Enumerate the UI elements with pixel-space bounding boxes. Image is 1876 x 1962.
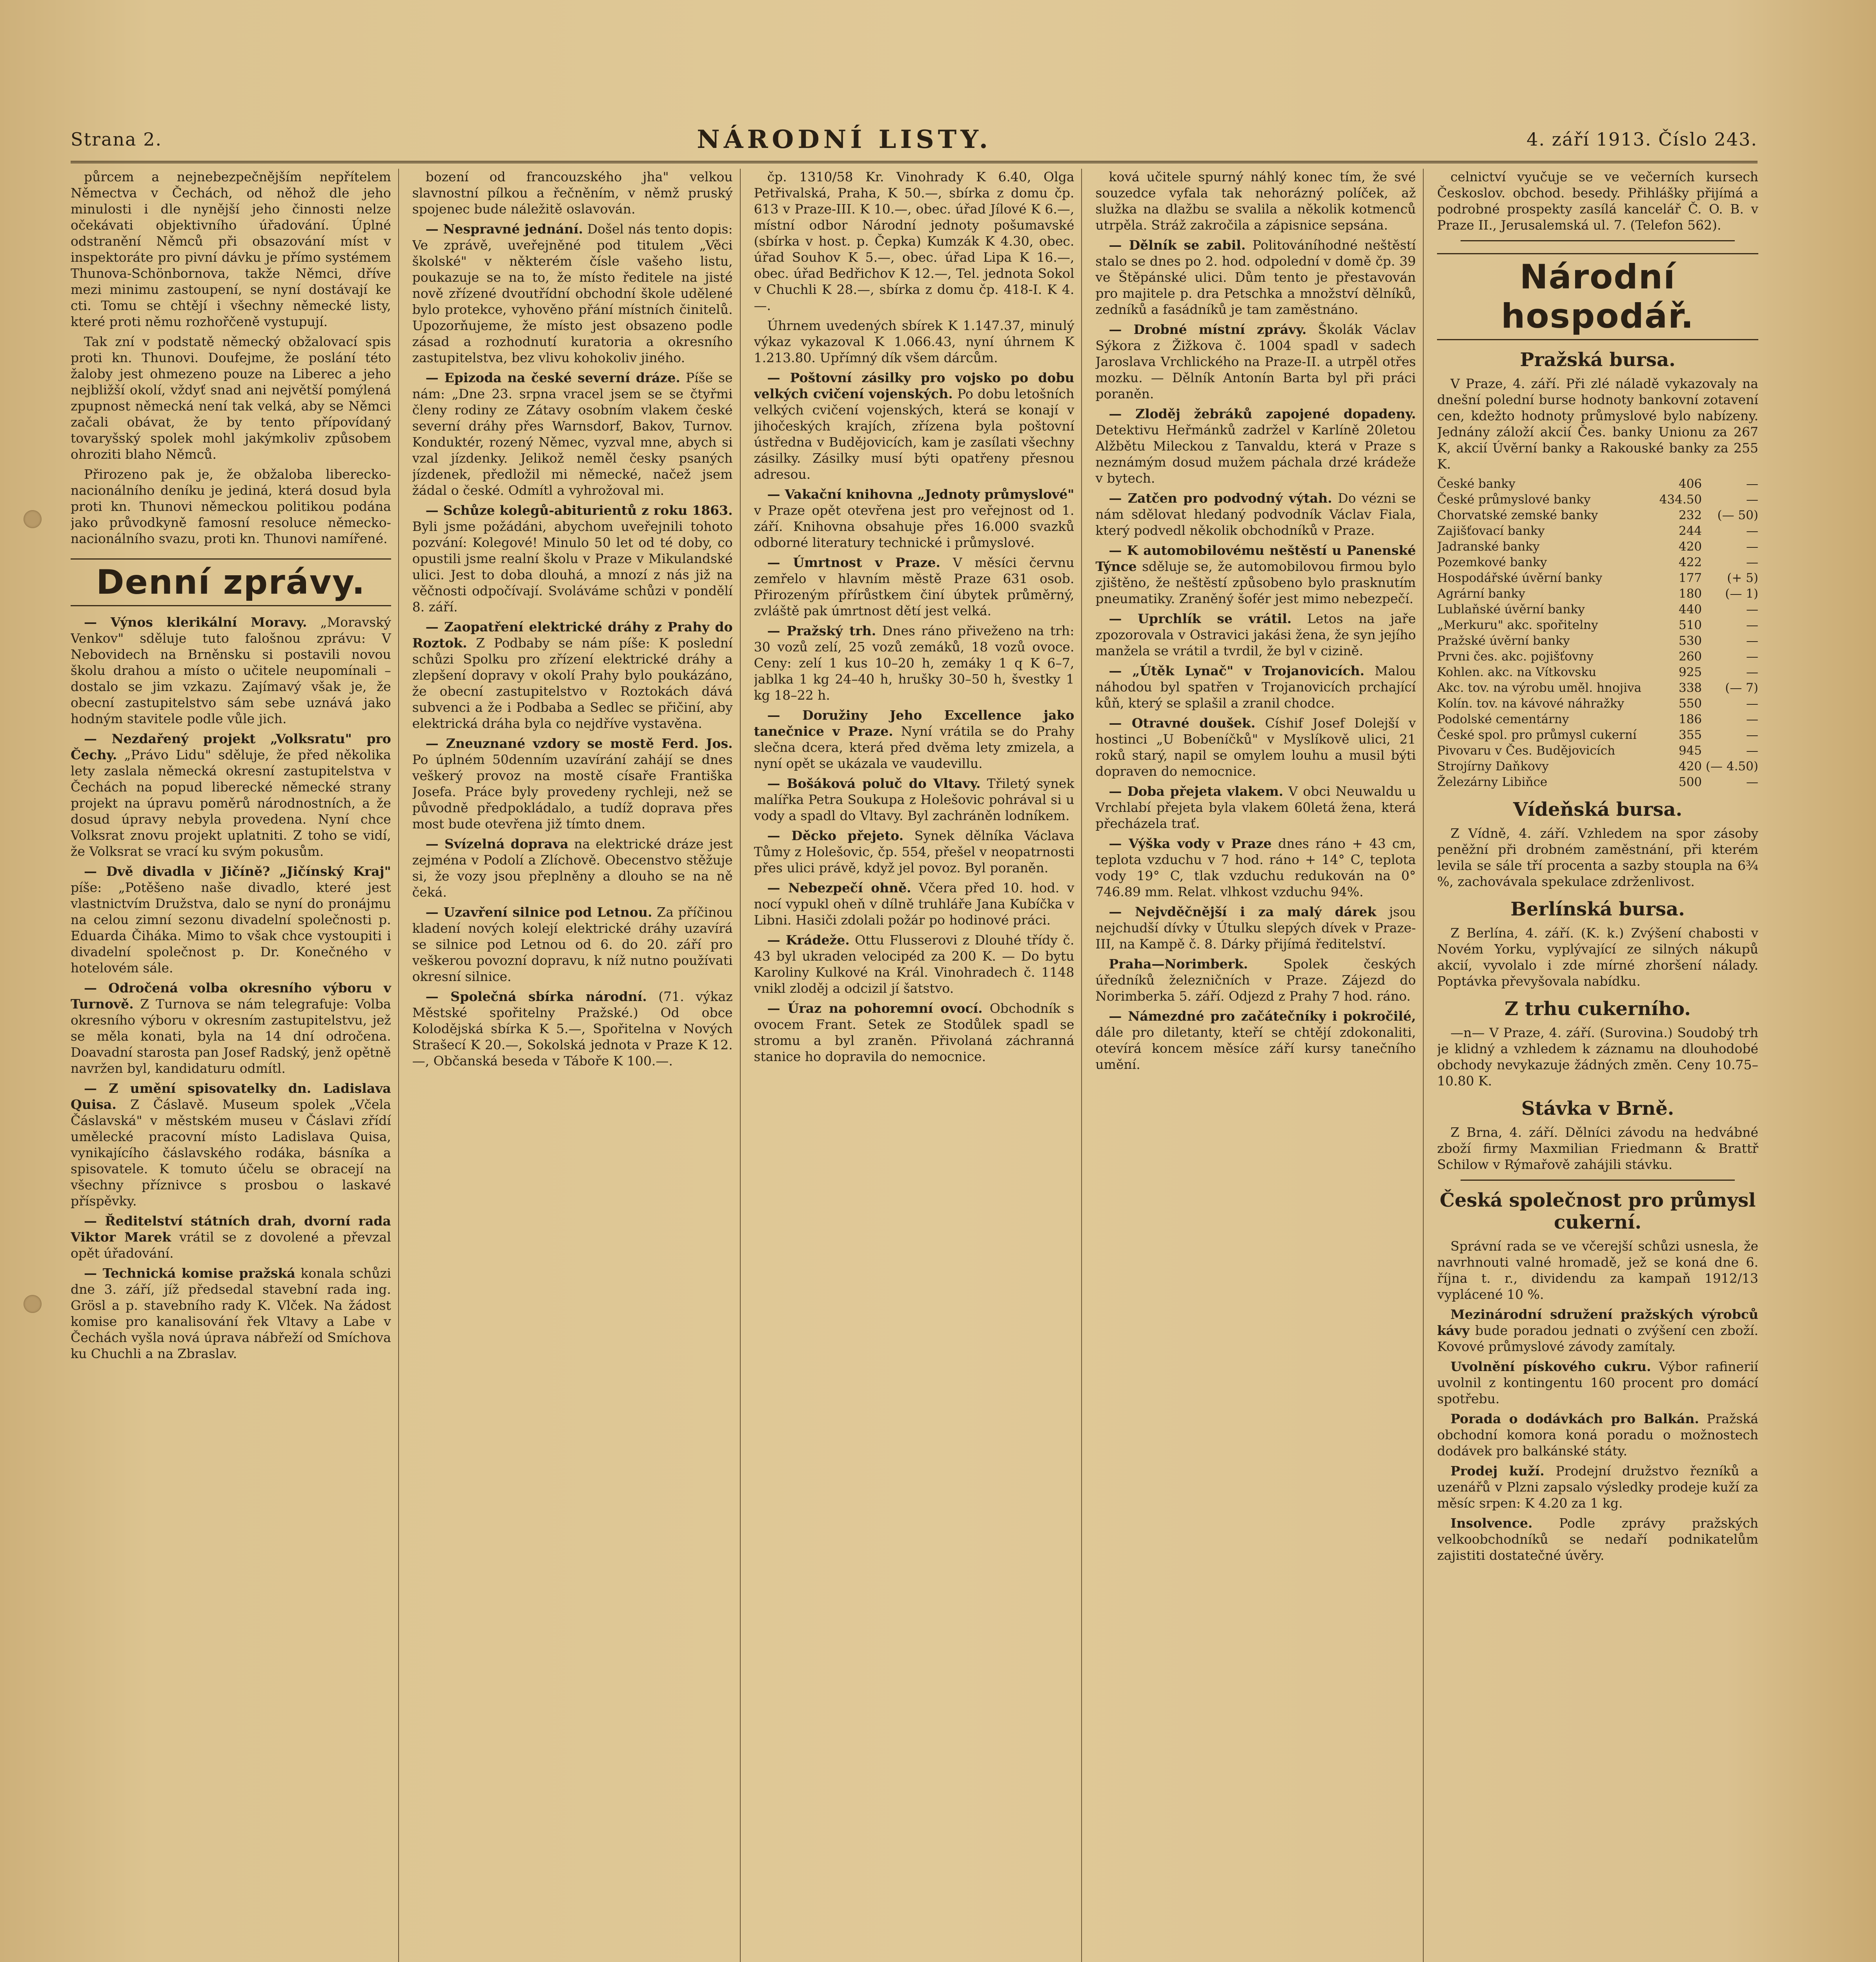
news-item: — Zaopatření elektrické dráhy z Prahy do Roztok. Z Podbaby se nám píše: K poslední schůzi Spolku pro zřízení elektrické dráhy a zlepšení dopravy v okolí Prahy bylo poukázáno, že obecní zastupitelstvo v Roztokách dává subvenci a že i Podbaba a Sedlec se přičiní, aby elektrická dráha byla co nejdříve vystavěna.: [412, 619, 733, 731]
news-headline: — Svízelná doprava: [425, 836, 568, 852]
rate-name: Kolín. tov. na kávové náhražky: [1437, 697, 1625, 711]
rate-value: 177: [1678, 571, 1702, 585]
rate-value: 420: [1678, 759, 1702, 773]
rate-name: Železárny Libiňce: [1437, 775, 1548, 789]
rate-row: [1437, 759, 1758, 774]
rate-change: —: [1746, 524, 1758, 538]
subheading-brno-strike: Stávka v Brně.: [1521, 1098, 1674, 1120]
news-item: — „Útěk Lynač" v Trojanovicích. Malou náhodou byl spatřen v Trojanovicích prchající kůň, který se splašil a zranil chodce.: [1095, 663, 1416, 711]
rate-value: 422: [1678, 555, 1702, 569]
rate-value: 232: [1678, 508, 1702, 522]
news-headline: Prodej kuží.: [1450, 1463, 1545, 1479]
news-item: — Bošáková poluč do Vltavy. Třiletý synek malířka Petra Soukupa z Holešovic pohrával si u vody a spadl do Vltavy. Byl zachráněn lodníkem.: [754, 776, 1075, 823]
news-item: — Doružiny Jeho Excellence jako tanečnice v Praze. Nyní vrátila se do Prahy slečna dcera, která před dvěma lety zmizela, a nyní opět se ukázala ve vaudevillu.: [754, 707, 1075, 771]
news-item: — Vakační knihovna „Jednoty průmyslové" v Praze opět otevřena jest pro veřejnost od 1. září. Knihovna obsahuje přes 16.000 svazků odborné literatury technické i průmyslové.: [754, 487, 1075, 550]
news-headline: — Schůze kolegů-abiturientů z roku 1863.: [425, 503, 733, 518]
rate-row: [1437, 727, 1758, 743]
rate-value: 338: [1678, 681, 1702, 695]
paragraph: Úhrnem uvedených sbírek K 1.147.37, minulý výkaz vykazoval K 1.066.43, nyní úhrnem K 1.213.80. Upřímný dík všem dárcům.: [754, 318, 1075, 365]
news-item: — Zatčen pro podvodný výtah. Do vézni se nám sdělovat hledaný podvodník Václav Fiala, který podvedl několik obchodníků v Praze.: [1095, 491, 1416, 538]
subheading-sugar-company: Česká společnost pro průmysl cukerní.: [1439, 1189, 1756, 1233]
paragraph: Z Brna, 4. září. Dělníci závodu na hedvábné zboží firmy Maxmilian Friedmann & Brattř Schilow v Rýmařově zahájili stávku.: [1437, 1125, 1758, 1172]
news-headline: — Zneuznané vzdory se mostě Ferd. Jos.: [425, 736, 733, 751]
rate-change: —: [1746, 477, 1758, 491]
rate-change: —: [1746, 665, 1758, 679]
rate-name: Jadranské banky: [1437, 540, 1540, 554]
news-item: — Nezdařený projekt „Volksratu" pro Čechy. „Právo Lidu" sděluje, že před několika lety zaslala německá okresní zastupitelstva v Čechách na popud liberecké německé strany projekt na úpravu poměrů národnostních, a že dosud úpravy nebyla provedena. Nyní chce Volksrat znovu projekt uplatniti. Z toho se vidí, že Volksrat se vrací ku svým pokusům.: [71, 731, 391, 859]
bourse-rates-table: [1437, 476, 1758, 790]
news-item: — Poštovní zásilky pro vojsko po dobu velkých cvičení vojenských. Po dobu letošních velkých cvičení vojenských, která se konají v jihočeských krajích, zřízena byla poštovní ústředna v Budějovicích, kam je zasílati všechny zásilky. Zásilky musí býti opatřeny přesnou adresou.: [754, 370, 1075, 482]
rate-name: Pražské úvěrní banky: [1437, 634, 1570, 648]
rate-value: 406: [1678, 477, 1702, 491]
rate-row: [1437, 711, 1758, 727]
divider: [1461, 1180, 1735, 1181]
rate-value: 925: [1678, 665, 1702, 679]
news-headline: Mezinárodní sdružení pražských výrobců kávy: [1437, 1307, 1758, 1338]
rate-row: [1437, 743, 1758, 759]
rate-name: České spol. pro průmysl cukerní: [1437, 728, 1637, 742]
rate-name: „Merkuru" akc. spořitelny: [1437, 618, 1598, 632]
news-headline: — Děcko přejeto.: [767, 828, 904, 843]
news-item: — Zloděj žebráků zapojené dopadeny. Detektivu Heřmánků zadržel v Karlíně 20letou Alžbětu Mileckou z Tanvaldu, která v Praze s neznámým dosud mužem páchala drzé krádeže v bytech.: [1095, 406, 1416, 486]
rate-change: —: [1746, 602, 1758, 616]
rate-name: Kohlen. akc. na Vítkovsku: [1437, 665, 1597, 679]
rate-value: 420: [1678, 540, 1702, 554]
rate-name: Hospodářské úvěrní banky: [1437, 571, 1603, 585]
column-2: [412, 169, 741, 1962]
rate-value: 945: [1678, 744, 1702, 758]
paragraph: —n— V Praze, 4. září. (Surovina.) Soudobý trh je klidný a vzhledem k záznamu na dlouhodobé obchody nevykazuje žádných změn. Ceny 10.75–10.80 K.: [1437, 1025, 1758, 1089]
news-item: — Uzavření silnice pod Letnou. Za příčinou kladení nových kolejí elektrické dráhy uzavírá se silnice pod Letnou od 6. do 20. září pro veškerou povozní dopravu, k níž nutno používati okresní silnice.: [412, 904, 733, 984]
news-item: — Námezdné pro začátečníky i pokročilé, dále pro diletanty, kteří se chtějí zdokonaliti, otevírá koncem měsíce září kursy tanečního umění.: [1095, 1008, 1416, 1072]
rate-row: [1437, 649, 1758, 664]
rate-name: Podolské cementárny: [1437, 712, 1569, 726]
rate-row: [1437, 570, 1758, 586]
rate-change: (— 1): [1725, 587, 1758, 601]
page-number: Strana 2.: [71, 129, 162, 150]
news-headline: — Epizoda na české severní dráze.: [425, 370, 681, 385]
news-item: — Doba přejeta vlakem. V obci Neuwaldu u Vrchlabí přejeta byla vlakem 60letá žena, která přecházela trať.: [1095, 784, 1416, 831]
divider: [1461, 240, 1735, 241]
news-item: — Pražský trh. Dnes ráno přiveženo na trh: 30 vozů zelí, 25 vozů zemáků, 18 vozů ovoce. Ceny: zelí 1 kus 10–20 h, zemáky 1 q K 6–7, jablka 1 kg 24–40 h, hrušky 30–50 h, švestky 1 kg 18–22 h.: [754, 623, 1075, 703]
news-headline: — Nezdařený projekt „Volksratu" pro Čechy.: [71, 731, 391, 762]
news-headline: — Společná sbírka národní.: [425, 989, 647, 1004]
rate-value: 510: [1678, 618, 1702, 632]
rate-name: České průmyslové banky: [1437, 492, 1591, 507]
news-item: — Dělník se zabil. Politováníhodné neštěstí stalo se dnes po 2. hod. odpolední v domě čp. 39 ve Štěpánské ulici. Dům tento je přestavován pro majitele p. dra Petschka a množství dělníků, zedníků a fasádníků je tam zaměstnáno.: [1095, 237, 1416, 317]
column-5: [1437, 169, 1765, 1962]
rate-value: 355: [1678, 728, 1702, 742]
rate-name: Pivovaru v Čes. Budějovicích: [1437, 744, 1616, 758]
rate-name: Lublaňské úvěrní banky: [1437, 602, 1585, 616]
rate-row: [1437, 664, 1758, 680]
news-headline: — Úraz na pohoremní ovocí.: [767, 1001, 983, 1016]
news-headline: — Námezdné pro začátečníky i pokročilé,: [1109, 1008, 1416, 1024]
section-heading-economy: Národní hospodář.: [1437, 253, 1758, 340]
rate-change: —: [1746, 775, 1758, 789]
news-headline: Uvolnění pískového cukru.: [1450, 1359, 1651, 1374]
binding-hole: [24, 1295, 42, 1313]
news-headline: — Doba přejeta vlakem.: [1109, 784, 1284, 799]
news-headline: — Otravné doušek.: [1109, 715, 1256, 731]
news-headline: — Krádeže.: [767, 932, 850, 948]
rate-row: [1437, 633, 1758, 649]
paragraph: V Praze, 4. září. Při zlé náladě vykazovaly na dnešní polední burse hodnoty bankovní zotavení cen, kdežto hodnoty průmyslové bylo nabízeny. Jednány záloží akcií Čes. banky Unionu za 267 K, akcií Úvěrní banky a Rakouské banky za 255 K.: [1437, 376, 1758, 472]
news-headline: — Bošáková poluč do Vltavy.: [767, 776, 981, 791]
rate-name: Zajišťovací banky: [1437, 524, 1545, 538]
rate-row: [1437, 586, 1758, 602]
news-headline: — Nebezpečí ohně.: [767, 880, 911, 895]
paragraph: ková učitele spurný náhlý konec tím, že své souzedce vyfala tak nehorázný políček, až služka na dlažbu se svalila a několik kotmenců utrpěla. Stráž zakročila a zápisnice sepsána.: [1095, 169, 1416, 233]
news-headline: — Vakační knihovna „Jednoty průmyslové": [767, 487, 1075, 502]
section-heading-news: Denní zprávy.: [71, 558, 391, 606]
rate-value: 180: [1678, 587, 1702, 601]
news-headline: — Zaopatření elektrické dráhy z Prahy do Roztok.: [412, 619, 733, 651]
subheading-sugar-market: Z trhu cukerního.: [1504, 998, 1691, 1020]
news-headline: — Výnos klerikální Moravy.: [84, 614, 307, 630]
paragraph: Tak zní v podstatě německý obžalovací spis proti kn. Thunovi. Doufejme, že poslání této žaloby jest ohmezeno pouze na Liberec a jeho nejbližší okolí, vždyť snad ani největší pomýlená zpupnost německá není tak velká, aby se Němci začali obávat, že by tento přípovídaný tovaryšský spolek mohl jakýmkoliv způsobem ohroziti blaho Němců.: [71, 334, 391, 462]
news-headline: — Nespravné jednání.: [425, 221, 583, 237]
rate-change: (+ 5): [1727, 571, 1758, 585]
news-item: — Výška vody v Praze dnes ráno + 43 cm, teplota vzduchu v 7 hod. ráno + 14° C, teplota vody 19° C, tlak vzduchu redukován na 0° 746.89 mm. Relat. vlhkost vzduchu 94%.: [1095, 836, 1416, 899]
rate-change: —: [1746, 728, 1758, 742]
rate-name: Agrární banky: [1437, 587, 1525, 601]
column-4: [1095, 169, 1424, 1962]
news-headline: — Technická komise pražská: [84, 1265, 295, 1281]
news-item: — Ředitelství státních drah, dvorní rada Viktor Marek vrátil se z dovolené a převzal opět úřadování.: [71, 1213, 391, 1261]
rate-row: [1437, 680, 1758, 696]
rate-change: —: [1746, 540, 1758, 554]
rate-name: Akc. tov. na výrobu uměl. hnojiva: [1437, 681, 1642, 695]
rate-row: [1437, 492, 1758, 507]
page-header: [71, 118, 1758, 163]
paragraph: půrcem a nejnebezpečnějším nepřítelem Němectva v Čechách, od něhož dle jeho minulosti i dle nynější jeho činnosti nelze očekávati objektivního úřadování. Úplné odstranění Němců při obsazování míst v inspektoráte pro pivní dávku je přímo systémem Thunova-Schönbornova, takže Němci, dříve mezi minimu zastoupení, se nyní dostávají ke cti. Tomu se chtějí i všechny německé listy, které proti němu rozhořčeně vystupují.: [71, 169, 391, 329]
rate-change: (— 7): [1725, 681, 1758, 695]
news-item: — Dvě divadla v Jičíně? „Jičínský Kraj" píše: „Potěšeno naše divadlo, které jest vlastnictvím Družstva, dalo se nyní do pronájmu na celou zimní sezonu divadelní společnosti p. Eduarda Čiháka. Mimo to však chce vystoupiti i divadelní společnost p. Dr. Konečného v hotelovém sále.: [71, 864, 391, 976]
news-item: — Nejvděčnější i za malý dárek jsou nejchudší dívky v Útulku slepých dívek v Praze-III, na Kampě č. 8. Dárky přijímá ředitelství.: [1095, 904, 1416, 952]
paragraph: bození od francouzského jha" velkou slavnostní pílkou a řečněním, v němž pruský spojenec bude náležitě oslavován.: [412, 169, 733, 217]
news-item: — Zneuznané vzdory se mostě Ferd. Jos. Po úplném 50denním uzavírání zahájí se dnes veškerý provoz na mostě císaře Františka Josefa. Práce byly provedeny rychleji, než se původně předpokládalo, a tudíž doprava přes most bude otevřena již tímto dnem.: [412, 736, 733, 831]
news-item: — Svízelná doprava na elektrické dráze jest zejména v Podolí a Zlíchově. Obecenstvo stěžuje si, že vozy jsou přeplněny a dlouho se na ně čeká.: [412, 836, 733, 900]
news-item: — Nebezpečí ohně. Včera před 10. hod. v nocí vypukl oheň v dílně truhláře Jana Kubíčka v Libni. Hasiči zdolali požár po hodinové práci.: [754, 880, 1075, 928]
rate-change: —: [1746, 634, 1758, 648]
rate-value: 260: [1678, 649, 1702, 664]
news-item: — Krádeže. Ottu Flusserovi z Dlouhé třídy č. 43 byl ukraden velocipéd za 200 K. — Do bytu Karoliny Kulkové na Král. Vinohradech č. 1148 vnikl zloděj a odcizil jí šatstvo.: [754, 932, 1075, 996]
news-headline: — Z umění spisovatelky dn. Ladislava Quisa.: [71, 1081, 391, 1112]
subheading-berlin-bourse: Berlínská bursa.: [1510, 898, 1685, 920]
news-item: — Uprchlík se vrátil. Letos na jaře zpozorovala v Ostravici jakási žena, že syn jejího manžela se vrátil a tvrdil, že byl v cizině.: [1095, 611, 1416, 658]
news-headline: — Dvě divadla v Jičíně? „Jičínský Kraj": [84, 864, 391, 879]
news-item: Praha—Norimberk. Spolek českých úředníků železničních v Praze. Zájezd do Norimberka 5. září. Odjezd z Prahy 7 hod. ráno.: [1095, 956, 1416, 1004]
rate-value: 440: [1678, 602, 1702, 616]
issue-date: 4. září 1913. Číslo 243.: [1526, 129, 1758, 150]
news-headline: — Drobné místní zprávy.: [1109, 322, 1307, 337]
news-headline: — Nejvděčnější i za malý dárek: [1109, 904, 1377, 919]
news-item: — Společná sbírka národní. (71. výkaz Městské spořitelny Pražské.) Od obce Kolodějská sbírka K 5.—, Spořitelna v Nových Strašecí K 20.—, Sokolská jednota v Praze K 12.—, Občanská beseda v Táboře K 100.—.: [412, 989, 733, 1069]
rate-value: 186: [1678, 712, 1702, 726]
rate-row: [1437, 507, 1758, 523]
rate-row: [1437, 617, 1758, 633]
paragraph: Přirozeno pak je, že obžaloba liberecko-nacionálního deníku je jediná, která dosud byla proti kn. Thunovi německou politikou podána jako průvodkyně famosní resoluce německo-nacionálního svazu, proti kn. Thunovi namířené.: [71, 467, 391, 546]
rate-value: 434.50: [1659, 492, 1702, 507]
news-headline: — „Útěk Lynač" v Trojanovicích.: [1109, 663, 1365, 678]
news-headline: Insolvence.: [1450, 1515, 1533, 1531]
rate-change: —: [1746, 555, 1758, 569]
paragraph: Správní rada se ve včerejší schůzi usnesla, že navrhnouti valné hromadě, jež se koná dne 6. října t. r., dividendu za kampaň 1912/13 vyplácené 10 %.: [1437, 1238, 1758, 1302]
news-item: Prodej kuží. Prodejní družstvo řezníků a uzenářů v Plzni zapsalo výsledky prodeje kuží za měsíc srpen: K 4.20 za 1 kg.: [1437, 1463, 1758, 1511]
column-3: [754, 169, 1082, 1962]
news-item: — Úmrtnost v Praze. V měsíci červnu zemřelo v hlavním městě Praze 631 osob. Přirozeným přírůstkem činí úbytek průměrný, zvláště pak úmrtnost dětí jest velká.: [754, 555, 1075, 618]
news-headline: — Zloděj žebráků zapojené dopadeny.: [1109, 406, 1416, 421]
rate-row: [1437, 774, 1758, 790]
subheading-vienna-bourse: Vídeňská bursa.: [1513, 799, 1683, 821]
news-headline: Praha—Norimberk.: [1109, 956, 1248, 972]
rate-row: [1437, 539, 1758, 554]
paragraph: celnictví vyučuje se ve večerních kursech Českoslov. obchod. besedy. Přihlášky přijímá a podrobné prospekty zasílá kancelář Č. O. B. v Praze II., Jerusalemská ul. 7. (Telefon 562).: [1437, 169, 1758, 233]
rate-name: Strojírny Daňkovy: [1437, 759, 1549, 773]
rate-name: Prvni čes. akc. pojišťovny: [1437, 649, 1594, 664]
rate-change: (— 50): [1717, 508, 1758, 522]
news-item: — Drobné místní zprávy. Školák Václav Sýkora z Žižkova č. 1004 spadl v sadech Jaroslava Vrchlického na Praze-II. a utrpěl otřes mozku. — Dělník Antonín Barta byl při práci poraněn.: [1095, 322, 1416, 401]
news-headline: — Zatčen pro podvodný výtah.: [1109, 491, 1332, 506]
news-headline: — Poštovní zásilky pro vojsko po dobu velkých cvičení vojenských.: [754, 370, 1075, 401]
rate-value: 500: [1678, 775, 1702, 789]
rate-change: —: [1746, 744, 1758, 758]
news-item: Mezinárodní sdružení pražských výrobců kávy bude poradou jednati o zvýšení cen zboží. Kovové průmyslové závody zamítaly.: [1437, 1307, 1758, 1354]
news-headline: — Uzavření silnice pod Letnou.: [425, 904, 652, 920]
news-item: — Otravné doušek. Císhif Josef Dolejší v hostinci „U Bobeníčků" v Myslíkově ulici, 21 roků starý, napil se omylem louhu a musil býti dopraven do nemocnice.: [1095, 715, 1416, 779]
rate-row: [1437, 554, 1758, 570]
news-headline: — Pražský trh.: [767, 623, 876, 638]
rate-change: —: [1746, 697, 1758, 711]
article-columns: [71, 169, 1765, 1962]
rate-change: —: [1746, 492, 1758, 507]
news-item: — Epizoda na české severní dráze. Píše se nám: „Dne 23. srpna vracel jsem se se čtyřmi členy rodiny ze Zátavy osobním vlakem české severní dráhy přes Warnsdorf, Bakov, Turnov. Konduktér, rozený Němec, vyzval mne, abych si vzal jízdenky. Jelikož neměl česky psaných jízdenek, předložil mi německé, načež jsem žádal o české. Odmítl a vyhrožoval mi.: [412, 370, 733, 498]
news-item: — Odročená volba okresního výboru v Turnově. Z Turnova se nám telegrafuje: Volba okresního výboru v okresním zastupitelstvu, jež se měla konati, byla na 14 dní odročena. Doavadní starosta pan Josef Radský, jenž opětně navržen byl, kandidaturu odmítl.: [71, 980, 391, 1076]
rate-value: 550: [1678, 697, 1702, 711]
paragraph: Z Berlína, 4. září. (K. k.) Zvýšení chabosti v Novém Yorku, vyplývající ze silných nákupů akcií, vyvolalo i zde mírné zhoršení nálady. Poptávka převyšovala nabídku.: [1437, 925, 1758, 989]
rate-name: Pozemkové banky: [1437, 555, 1547, 569]
news-item: — Úraz na pohoremní ovocí. Obchodník s ovocem Frant. Setek ze Stodůlek spadl se stromu a byl zraněn. Přivolaná záchranná stanice ho dopravila do nemocnice.: [754, 1001, 1075, 1064]
subheading-prague-bourse: Pražská bursa.: [1520, 349, 1676, 371]
rate-change: —: [1746, 649, 1758, 664]
news-item: — Z umění spisovatelky dn. Ladislava Quisa. Z Čáslavě. Museum spolek „Včela Čáslavská" v městském museu v Čáslavi zřídí umělecké pracovní místo Ladislava Quisa, vynikajícího čáslavského rodáka, básníka a spisovatele. K tomuto účelu se obracejí na všechny příznivce s prosbou o laskavé příspěvky.: [71, 1081, 391, 1209]
paragraph: Z Vídně, 4. září. Vzhledem na spor zásoby peněžní při drobném zaměstnání, při kterém levila se sále tří procenta a sazby stoupla na 6¾ %, zachovávala spekulace zdrženlivost.: [1437, 826, 1758, 889]
news-item: — Technická komise pražská konala schůzi dne 3. září, jíž předsedal stavební rada ing. Grösl a p. stavebního rady K. Vlček. Na žádost komise pro kanalisování řek Vltavy a Labe v Čechách vyšla nová úprava nábřeží od Smíchova ku Chuchli a na Zbraslav.: [71, 1265, 391, 1361]
masthead-title: NÁRODNÍ LISTY.: [697, 124, 992, 154]
news-item: — Nespravné jednání. Došel nás tento dopis: Ve zprávě, uveřejněné pod titulem „Věci školské" v některém čísle vašeho listu, poukazuje se na to, že místo ředitele na jisté nově zřízené dvoutřídní obchodní škole udělené bylo protekce, vyhověno přání místních činitelů. Upozorňujeme, že místo jest obsazeno podle zásad a rozhodnutí kuratoria a okresního zastupitelstva, bez vlivu kohokoliv jiného.: [412, 221, 733, 365]
news-headline: — Ředitelství státních drah, dvorní rada Viktor Marek: [71, 1213, 391, 1245]
news-item: Porada o dodávkách pro Balkán. Pražská obchodní komora koná poradu o možnostech dodávek pro balkánské státy.: [1437, 1411, 1758, 1459]
rate-row: [1437, 476, 1758, 492]
news-item: — Výnos klerikální Moravy. „Moravský Venkov" sděluje tuto falošnou zprávu: V Nebovidech na Brněnsku si postavili novou školu drahou a místo o učitele neupomínali – dostalo se jim vzkazu. Zajímavý však je, že obecní zastupitelstvo sám sebe uznává jako hodným stavitele podle vůle jich.: [71, 614, 391, 726]
binding-hole: [24, 510, 42, 528]
news-item: — Schůze kolegů-abiturientů z roku 1863. Byli jsme požádáni, abychom uveřejnili tohoto pozvání: Kolegové! Minulo 50 let od té doby, co opustili jsme realní školu v Praze v Mikulandské ulici. Jest to doba dlouhá, a mnozí z nás již na věčnosti odpočívají. Svoláváme schůzi v pondělí 8. září.: [412, 503, 733, 614]
paragraph: čp. 1310/58 Kr. Vinohrady K 6.40, Olga Petřivalská, Praha, K 50.—, sbírka z domu čp. 613 v Praze-III. K 10.—, obec. úřad Jílové K 6.—, místní odbor Národní jednoty pošumavské (sbírka v host. p. Čepka) Kumzák K 4.30, obec. úřad Souhov K 5.—, obec. úřad Lipa K 16.—, obec. úřad Bedřichov K 12.—, Tel. jednota Sokol v Chuchli K 28.—, sbírka z domu čp. 418-I. K 4.—.: [754, 169, 1075, 313]
rate-name: České banky: [1437, 477, 1515, 491]
news-headline: — Doružiny Jeho Excellence jako tanečnice v Praze.: [754, 707, 1075, 739]
column-1: [71, 169, 399, 1962]
news-headline: — Výška vody v Praze: [1109, 836, 1272, 851]
rate-change: (— 4.50): [1705, 759, 1758, 773]
rate-change: —: [1746, 618, 1758, 632]
rate-change: —: [1746, 712, 1758, 726]
rate-name: Chorvatské zemské banky: [1437, 508, 1598, 522]
rate-row: [1437, 696, 1758, 711]
news-item: Insolvence. Podle zprávy pražských velkoobchodníků se nedaří podnikatelům zajistiti dostatečné úvěry.: [1437, 1515, 1758, 1563]
news-headline: Porada o dodávkách pro Balkán.: [1450, 1411, 1699, 1426]
news-item: — Děcko přejeto. Synek dělníka Václava Tůmy z Holešovic, čp. 554, přešel v neopatrnosti přes ulici právě, když jel povoz. Byl poraněn.: [754, 828, 1075, 875]
news-headline: — Uprchlík se vrátil.: [1109, 611, 1292, 626]
news-item: — K automobilovému neštěstí u Panenské Týnce sděluje se, že automobilovou firmou bylo zjištěno, že neštěstí způsobeno bylo prasknutím pneumatiky. Zraněný šofér jest mimo nebezpečí.: [1095, 543, 1416, 606]
rate-value: 244: [1678, 524, 1702, 538]
news-headline: — Úmrtnost v Praze.: [767, 555, 940, 570]
rate-value: 530: [1678, 634, 1702, 648]
rate-row: [1437, 602, 1758, 617]
news-headline: — K automobilovému neštěstí u Panenské Týnce: [1095, 543, 1416, 574]
rate-row: [1437, 523, 1758, 539]
news-headline: — Dělník se zabil.: [1109, 237, 1246, 253]
news-item: Uvolnění pískového cukru. Výbor rafinerií uvolnil z kontingentu 160 procent pro domácí spotřebu.: [1437, 1359, 1758, 1406]
news-headline: — Odročená volba okresního výboru v Turnově.: [71, 980, 391, 1012]
